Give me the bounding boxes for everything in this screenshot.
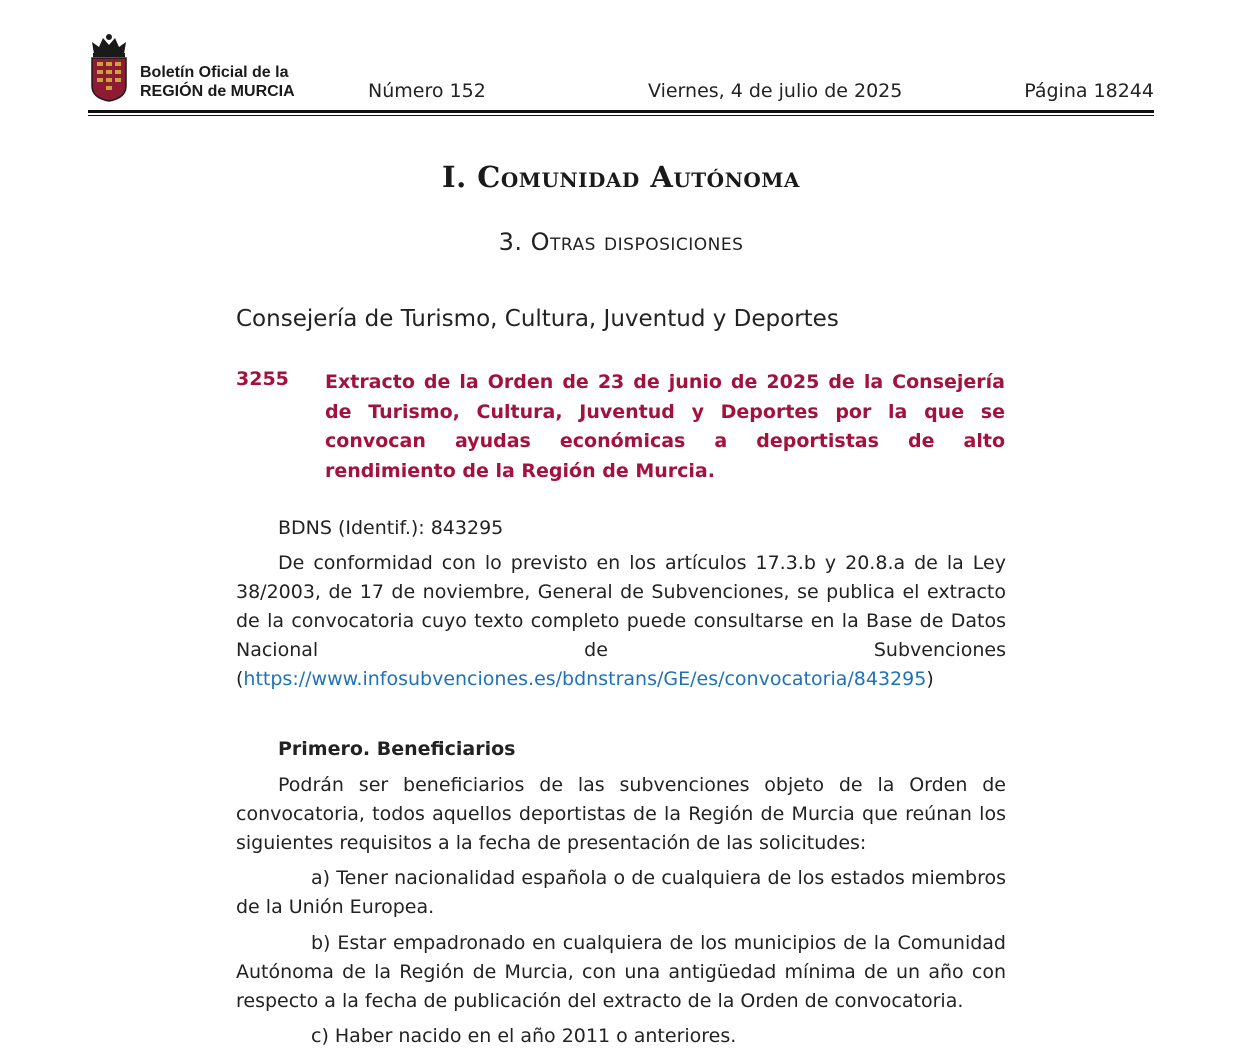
intro-text: De conformidad con lo previsto en los artículos 17.3.b y 20.8.a de la Ley 38/2003, de 17 de noviembre, General de Subvenciones, se publica el extracto de la convocatoria cuyo texto completo puede consultarse en la Base de Datos Nacional de Subvenciones ( — [236, 552, 1006, 690]
header-rule-thick — [88, 110, 1154, 113]
brand-line-1: Boletín Oficial de la — [140, 64, 289, 81]
list-item-a: a) Tener nacionalidad española o de cualquiera de los estados miembros de la Unión Europea. — [236, 867, 1006, 918]
department-name: Consejería de Turismo, Cultura, Juventud y Deportes — [236, 306, 839, 332]
issue-number: Número 152 — [368, 80, 486, 102]
brand-line-2: REGIÓN de MURCIA — [140, 83, 295, 100]
heading-primero: Primero. Beneficiarios — [278, 738, 516, 760]
header-rule-thin — [88, 115, 1154, 116]
entry-title: Extracto de la Orden de 23 de junio de 2025 de la Consejería de Turismo, Cultura, Juventud y Deportes por la que se convocan ayudas económicas a deportistas de alto rendimiento de la Región de Murcia. — [325, 371, 1005, 482]
page-number: Página 18244 — [1024, 80, 1154, 102]
list-item-b: b) Estar empadronado en cualquiera de los municipios de la Comunidad Autónoma de la Región de Murcia, con una antigüedad mínima de un año con respecto a la fecha de publicación del extracto de la Orden de convocatoria. — [236, 932, 1006, 1012]
list-item-c: c) Haber nacido en el año 2011 o anteriores. — [311, 1025, 737, 1047]
section-title: I. Comunidad Autónoma — [442, 160, 800, 194]
document-header — [88, 30, 1154, 120]
issue-date: Viernes, 4 de julio de 2025 — [648, 80, 903, 102]
region-crest-logo — [88, 32, 130, 102]
intro-text-end: ) — [926, 668, 934, 690]
entry-number: 3255 — [236, 368, 289, 390]
bdns-link[interactable]: https://www.infosubvenciones.es/bdnstrans/GE/es/convocatoria/843295 — [243, 668, 927, 690]
intro-paragraph — [236, 549, 1006, 694]
bdns-identifier: BDNS (Identif.): 843295 — [278, 517, 504, 539]
beneficiarios-paragraph: Podrán ser beneficiarios de las subvenciones objeto de la Orden de convocatoria, todos aquellos deportistas de la Región de Murcia que reúnan los siguientes requisitos a la fecha de presentación de las solicitudes: — [236, 774, 1006, 854]
bulletin-brand — [140, 63, 295, 101]
section-subtitle: 3. Otras disposiciones — [498, 228, 744, 256]
